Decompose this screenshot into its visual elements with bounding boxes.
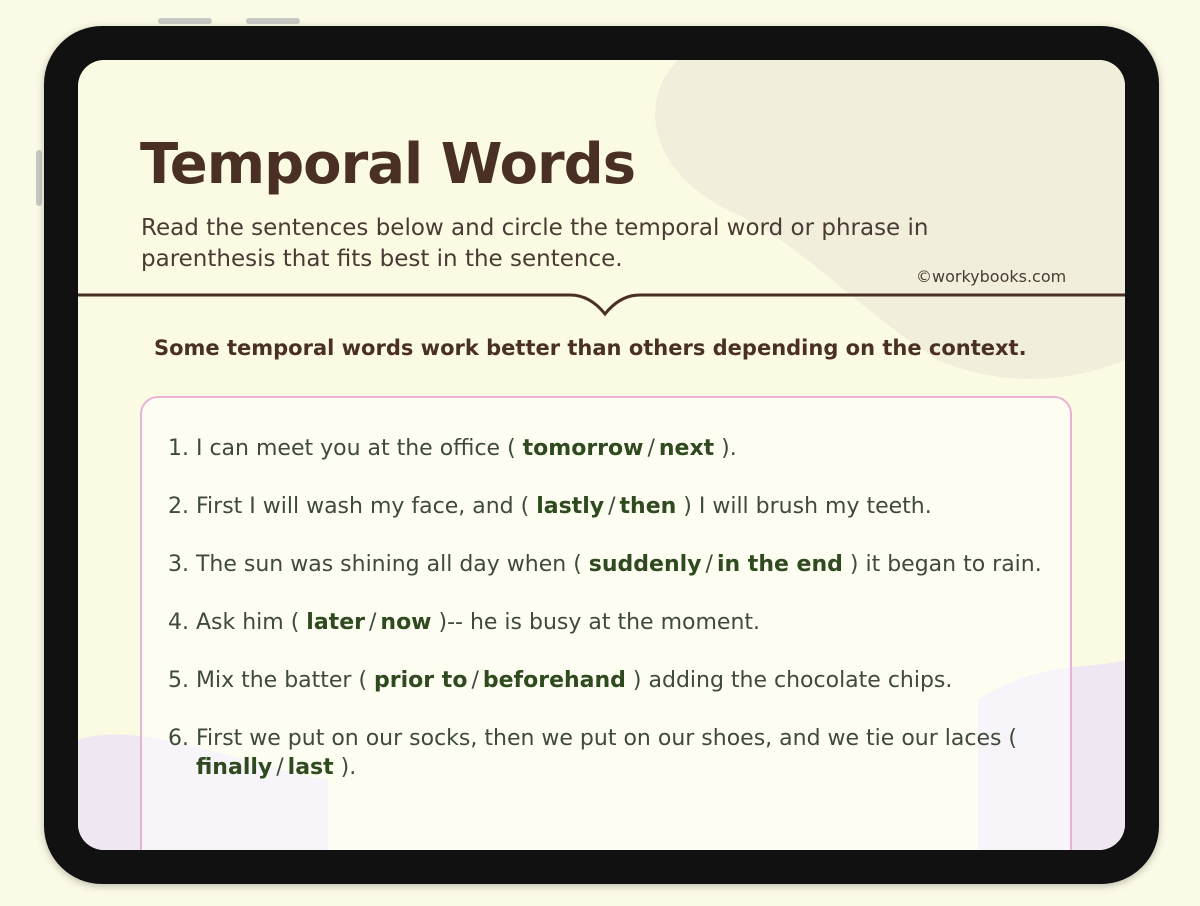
- sentence-text-before: 6. First we put on our socks, then we put on our shoes, and we tie our laces (: [168, 726, 1018, 751]
- worksheet-title: Temporal Words: [140, 132, 636, 197]
- option-a[interactable]: prior to: [374, 668, 468, 693]
- sentence-text-after: ) I will brush my teeth.: [676, 494, 932, 519]
- option-b[interactable]: then: [619, 494, 677, 519]
- option-separator: /: [647, 436, 655, 461]
- sentence-text-after: )-- he is busy at the moment.: [431, 610, 761, 635]
- sentences-card: [140, 396, 1072, 850]
- worksheet-subtitle: Some temporal words work better than others depending on the context.: [154, 336, 1027, 360]
- sentence-item: [168, 550, 1048, 579]
- sentence-text-after: ) it began to rain.: [842, 552, 1042, 577]
- option-b[interactable]: next: [658, 436, 715, 461]
- option-b[interactable]: in the end: [716, 552, 843, 577]
- option-b[interactable]: last: [287, 755, 334, 780]
- sentence-item: [168, 492, 1048, 521]
- sentence-item: [168, 724, 1048, 782]
- section-divider: [78, 288, 1125, 322]
- option-a[interactable]: finally: [196, 755, 273, 780]
- option-a[interactable]: later: [306, 610, 365, 635]
- sentence-item: [168, 666, 1048, 695]
- sentence-text-after: ) adding the chocolate chips.: [625, 668, 953, 693]
- tablet-frame: [44, 26, 1159, 884]
- sentence-text-after: ).: [714, 436, 737, 461]
- side-button: [36, 150, 42, 206]
- sentence-text-before: 1. I can meet you at the office (: [168, 436, 523, 461]
- option-separator: /: [368, 610, 377, 635]
- option-separator: /: [608, 494, 616, 519]
- option-separator: /: [705, 552, 713, 577]
- option-b[interactable]: beforehand: [482, 668, 626, 693]
- sentence-item: [168, 434, 1048, 463]
- sentence-text-before: 4. Ask him (: [168, 610, 307, 635]
- sentence-text-before: 2. First I will wash my face, and (: [168, 494, 537, 519]
- volume-down-button: [246, 18, 300, 24]
- option-separator: /: [471, 668, 479, 693]
- option-separator: /: [276, 755, 284, 780]
- sentence-list: [168, 434, 1048, 811]
- sentence-text-before: 3. The sun was shining all day when (: [168, 552, 589, 577]
- option-a[interactable]: lastly: [536, 494, 605, 519]
- option-a[interactable]: tomorrow: [522, 436, 644, 461]
- option-b[interactable]: now: [380, 610, 432, 635]
- volume-up-button: [158, 18, 212, 24]
- sentence-item: [168, 608, 1048, 637]
- worksheet-screen: [78, 60, 1125, 850]
- copyright-notice: ©workybooks.com: [916, 267, 1067, 286]
- worksheet-instructions: Read the sentences below and circle the temporal word or phrase in parenthesis that fits best in the sentence.: [141, 215, 929, 272]
- option-a[interactable]: suddenly: [588, 552, 702, 577]
- sentence-text-before: 5. Mix the batter (: [168, 668, 375, 693]
- sentence-text-after: ).: [333, 755, 357, 780]
